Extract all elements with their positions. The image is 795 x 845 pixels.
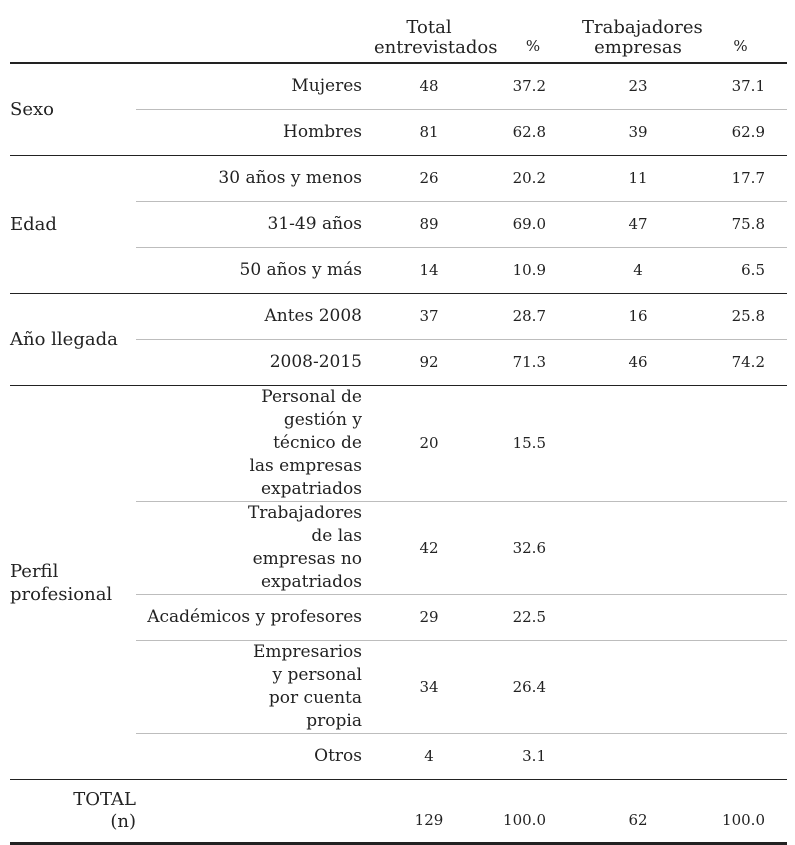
cell-pct1: 32.6 <box>484 502 582 595</box>
cell-total: 26 <box>374 156 484 202</box>
cell-trab <box>582 595 694 641</box>
cell-total: 20 <box>374 386 484 502</box>
cell-pct1: 69.0 <box>484 202 582 248</box>
cell-total: 4 <box>374 734 484 780</box>
total-empty-item <box>136 780 374 844</box>
total-cell-pct1: 100.0 <box>484 780 582 844</box>
total-sublabel: (n) <box>110 811 136 832</box>
row-label: Trabajadores de las empresas no expatriados <box>136 502 374 595</box>
cell-pct2: 62.9 <box>694 110 787 156</box>
total-cell-total: 129 <box>374 780 484 844</box>
cell-total: 29 <box>374 595 484 641</box>
row-label: Personal de gestión y técnico de las empresas expatriados <box>136 386 374 502</box>
cell-total: 81 <box>374 110 484 156</box>
cell-trab: 39 <box>582 110 694 156</box>
header-row <box>10 4 787 63</box>
cell-pct2 <box>694 734 787 780</box>
cell-pct1: 62.8 <box>484 110 582 156</box>
row-label: 2008-2015 <box>136 340 374 386</box>
header-pct1: % <box>484 4 582 63</box>
cell-total: 92 <box>374 340 484 386</box>
cell-trab <box>582 386 694 502</box>
row-label: Empresarios y personal por cuenta propia <box>136 641 374 734</box>
total-label-cell <box>10 780 136 844</box>
table-row <box>10 156 787 202</box>
row-label: Mujeres <box>136 63 374 110</box>
total-row <box>10 780 787 844</box>
cell-pct1: 28.7 <box>484 294 582 340</box>
cell-trab: 11 <box>582 156 694 202</box>
total-label: TOTAL <box>73 789 136 810</box>
cell-trab: 47 <box>582 202 694 248</box>
header-empty-item <box>136 4 374 63</box>
group-label-perfil: Perfil profesional <box>10 386 136 780</box>
cell-trab: 4 <box>582 248 694 294</box>
table-row <box>10 63 787 110</box>
cell-pct1: 22.5 <box>484 595 582 641</box>
group-label-anio-llegada: Año llegada <box>10 294 136 386</box>
cell-trab <box>582 641 694 734</box>
group-label-sexo: Sexo <box>10 63 136 156</box>
group-label-edad: Edad <box>10 156 136 294</box>
row-label: Hombres <box>136 110 374 156</box>
header-empty-group <box>10 4 136 63</box>
cell-pct2 <box>694 641 787 734</box>
row-label: Otros <box>136 734 374 780</box>
row-label: 30 años y menos <box>136 156 374 202</box>
data-table <box>10 4 787 845</box>
header-pct2: % <box>694 4 787 63</box>
cell-pct2: 17.7 <box>694 156 787 202</box>
cell-pct1: 10.9 <box>484 248 582 294</box>
total-cell-trab: 62 <box>582 780 694 844</box>
cell-total: 42 <box>374 502 484 595</box>
cell-pct2 <box>694 386 787 502</box>
cell-pct2 <box>694 502 787 595</box>
row-label: 31-49 años <box>136 202 374 248</box>
cell-pct2 <box>694 595 787 641</box>
cell-pct2: 25.8 <box>694 294 787 340</box>
cell-pct1: 26.4 <box>484 641 582 734</box>
cell-trab: 46 <box>582 340 694 386</box>
cell-pct1: 71.3 <box>484 340 582 386</box>
cell-pct1: 37.2 <box>484 63 582 110</box>
cell-pct2: 6.5 <box>694 248 787 294</box>
row-label: Antes 2008 <box>136 294 374 340</box>
cell-total: 89 <box>374 202 484 248</box>
cell-total: 14 <box>374 248 484 294</box>
header-total: Total entrevistados <box>374 4 484 63</box>
table-row <box>10 386 787 502</box>
cell-pct1: 15.5 <box>484 386 582 502</box>
cell-pct2: 75.8 <box>694 202 787 248</box>
cell-trab <box>582 502 694 595</box>
cell-pct2: 37.1 <box>694 63 787 110</box>
row-label: 50 años y más <box>136 248 374 294</box>
cell-total: 37 <box>374 294 484 340</box>
table-row <box>10 294 787 340</box>
cell-pct2: 74.2 <box>694 340 787 386</box>
cell-total: 48 <box>374 63 484 110</box>
cell-pct1: 20.2 <box>484 156 582 202</box>
row-label: Académicos y profesores <box>136 595 374 641</box>
total-cell-pct2: 100.0 <box>694 780 787 844</box>
cell-trab: 16 <box>582 294 694 340</box>
cell-total: 34 <box>374 641 484 734</box>
cell-trab <box>582 734 694 780</box>
cell-trab: 23 <box>582 63 694 110</box>
header-trabajadores: Trabajadores empresas <box>582 4 694 63</box>
cell-pct1: 3.1 <box>484 734 582 780</box>
